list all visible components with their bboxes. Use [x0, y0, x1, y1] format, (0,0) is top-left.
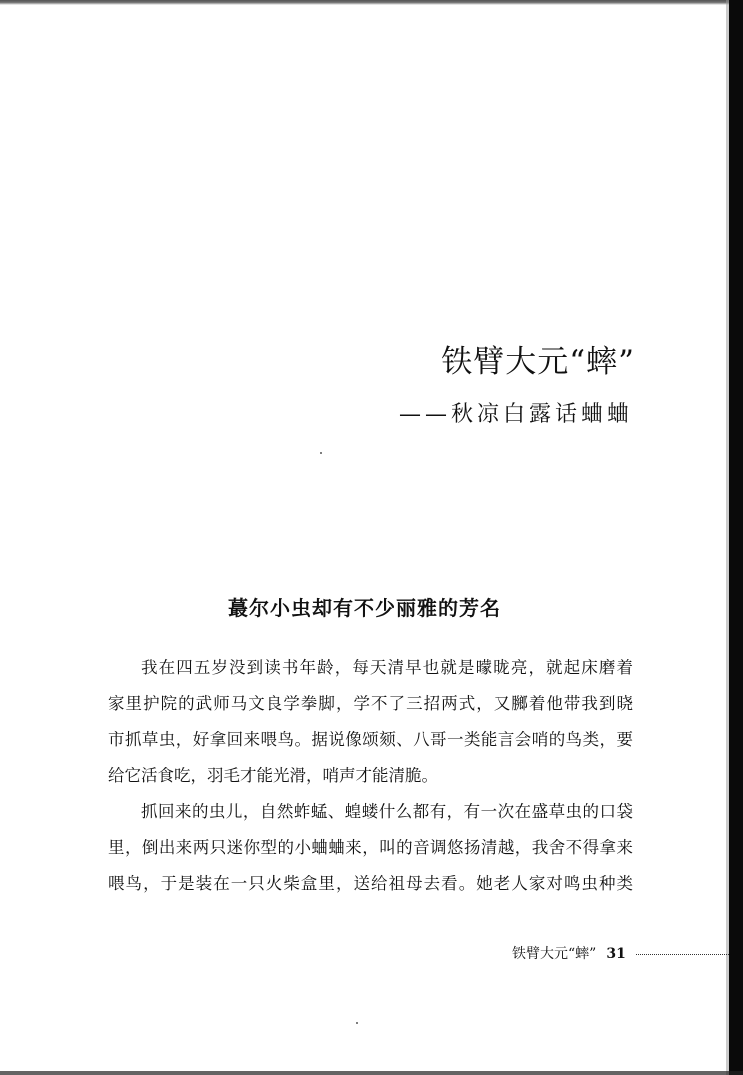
paragraph-line: 里，倒出来两只迷你型的小蛐蛐来，叫的音调悠扬清越，我舍不得拿来 — [108, 838, 633, 857]
page-number: 31 — [606, 946, 626, 962]
scan-speck — [356, 1022, 358, 1024]
paragraph-line: 我在四五岁没到读书年龄，每天清早也就是曚昽亮，就起床磨着 — [141, 658, 633, 677]
scan-edge-top — [0, 0, 743, 5]
running-title: 铁臂大元“蟀” — [512, 946, 597, 962]
section-heading: 蕞尔小虫却有不少丽雅的芳名 — [228, 596, 501, 620]
paragraph-line: 喂鸟，于是装在一只火柴盒里，送给祖母去看。她老人家对鸣虫种类 — [108, 874, 633, 893]
paragraph-line: 市抓草虫，好拿回来喂鸟。据说像颂颏、八哥一类能言会哨的鸟类，要 — [108, 730, 633, 749]
scan-speck — [320, 452, 322, 454]
paragraph-line: 家里护院的武师马文良学拳脚，学不了三招两式，又膷着他带我到晓 — [108, 694, 633, 713]
page-footer — [512, 942, 626, 966]
chapter-subtitle: ——秋凉白露话蛐蛐 — [398, 402, 633, 427]
chapter-title: 铁臂大元“蟀” — [441, 344, 635, 380]
body-text — [108, 650, 633, 902]
scan-edge-right — [729, 0, 743, 1075]
paragraph-line: 给它活食吃，羽毛才能光滑，哨声才能清脆。 — [108, 766, 438, 785]
footer-dotted-rule — [636, 954, 729, 955]
scan-edge-bottom — [0, 1071, 743, 1075]
paragraph-line: 抓回来的虫儿，自然蚱蜢、蝗蝼什么都有，有一次在盛草虫的口袋 — [141, 802, 633, 821]
